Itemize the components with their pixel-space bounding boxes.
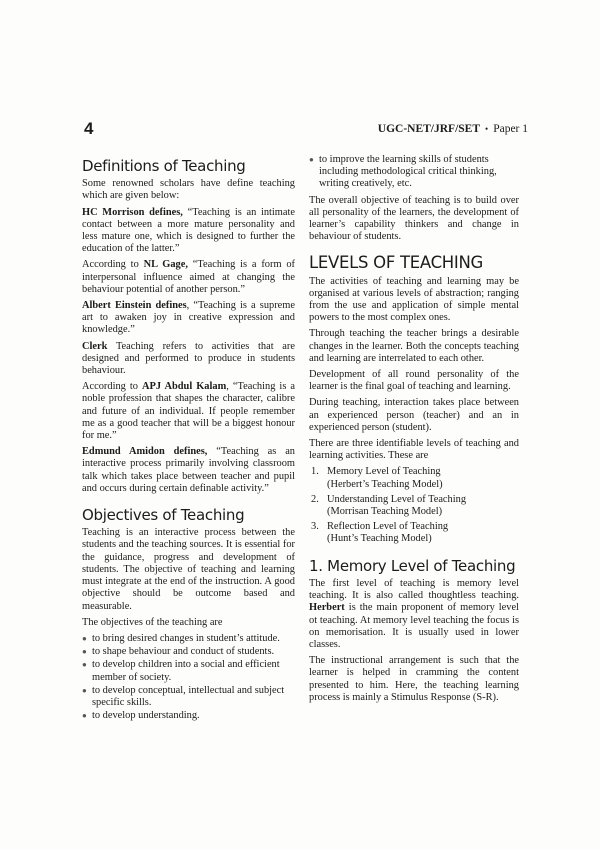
definition-author: Clerk (82, 340, 108, 352)
list-item-text: to improve the learning skills of students including methodological critical thinking, writing creatively, etc. (319, 154, 497, 190)
definition-author: Albert Einstein defines (82, 300, 187, 312)
paper-label: Paper 1 (493, 123, 528, 135)
bullet-icon: ● (82, 711, 87, 721)
list-item (309, 154, 519, 191)
definition-prefix: According to (82, 381, 142, 393)
definition-item (82, 446, 295, 495)
memory-text: is the main proponent of memory level ot teaching. At memory level teaching the focus is on memorisation. It is usually used in lower classes. (309, 602, 519, 650)
list-item-text: to develop understanding. (92, 710, 200, 722)
memory-proponent: Herbert (309, 602, 345, 614)
bullet-icon: ● (82, 647, 87, 657)
levels-paragraph: There are three identifiable levels of teaching and learning activities. These are (309, 438, 519, 462)
objectives-heading: Objectives of Teaching (82, 506, 245, 525)
list-number: 2. (311, 493, 319, 505)
bullet-icon: ● (82, 633, 87, 643)
definition-author: HC Morrison defines, (82, 206, 183, 218)
definition-item (82, 300, 295, 337)
objectives-list-intro: The objectives of the teaching are (82, 616, 223, 628)
list-item-text: to develop children into a social and efficient member of society. (92, 659, 280, 683)
level-name: Understanding Level of Teaching (327, 493, 467, 505)
definition-text: “Teaching is an intimate contact between a more mature personality and less mature one, which is designed to further the education of the latter.” (82, 206, 296, 255)
definition-author: NL Gage, (143, 259, 188, 271)
level-name: Reflection Level of Teaching (327, 521, 449, 533)
list-number: 3. (311, 521, 319, 533)
bullet-icon: ● (82, 660, 87, 670)
definition-item (82, 259, 295, 296)
exam-title: UGC-NET/JRF/SET (377, 123, 481, 135)
list-item (82, 659, 295, 683)
list-item (82, 685, 295, 709)
definition-text: Teaching refers to activities that are designed and performed to produce in students behaviour. (82, 340, 295, 377)
levels-paragraph: Development of all round personality of the learner is the final goal of teaching and learning. (309, 369, 519, 393)
bullet-icon: ● (309, 155, 314, 164)
level-model: (Herbert’s Teaching Model) (327, 478, 443, 490)
header-separator: • (485, 124, 489, 134)
definition-item (82, 341, 295, 378)
objectives-intro: Teaching is an interactive process between the students and the teaching sources. It is essential for the guidance, progress and development of students. The objective of teaching and learning must integrate at the end of the instruction. A good objective should be outcome based and measurable. (82, 527, 295, 612)
levels-paragraph: Through teaching the teacher brings a desirable changes in the learner. Both the concepts teaching and learning are interrelated to each other. (309, 328, 519, 364)
levels-heading: LEVELS OF TEACHING (309, 253, 483, 273)
list-item (309, 521, 519, 545)
objectives-list (82, 633, 295, 722)
levels-paragraph: The activities of teaching and learning may be organised at various levels of abstraction; ranging from the use and application of simple mental powers to the most complex ones. (309, 275, 519, 324)
levels-list (309, 466, 519, 545)
definition-author: Edmund Amidon defines, (82, 446, 208, 458)
definition-text: “Teaching as an interactive process primarily involving classroom talk which takes place between teacher and pupil and occurs during certain definable activity.” (82, 446, 295, 494)
definition-text: , “Teaching is a noble profession that shapes the character, calibre and future of an individual. If people remember me as a good teacher that will be a biggest honour for me.” (82, 381, 295, 442)
right-column (309, 154, 519, 708)
definition-item (82, 381, 295, 442)
levels-paragraph: During teaching, interaction takes place between an experienced person (teacher) and an in experienced person (student). (309, 397, 519, 433)
running-header (378, 123, 528, 135)
definition-author: APJ Abdul Kalam (141, 381, 227, 393)
memory-paragraph (309, 578, 519, 651)
definition-text: “Teaching is a form of interpersonal influence aimed at changing the behaviour potential of another person.” (82, 259, 296, 295)
definition-item (82, 207, 295, 256)
left-column (82, 155, 295, 726)
list-item-text: to develop conceptual, intellectual and subject specific skills. (92, 684, 285, 708)
list-item-text: to shape behaviour and conduct of students. (92, 646, 275, 658)
list-item (82, 633, 295, 645)
level-model: (Hunt’s Teaching Model) (327, 533, 432, 545)
level-name: Memory Level of Teaching (327, 466, 441, 478)
memory-text: The first level of teaching is memory level teaching. It is also called thoughtless teaching. (309, 577, 519, 602)
list-number: 1. (311, 466, 319, 478)
objectives-overall: The overall objective of teaching is to build over all personality of the learners, the development of learner’s capability thinkers and change in behaviour of students. (309, 194, 519, 243)
memory-paragraph: The instructional arrangement is such that the learner is helped in cramming the content presented to him. Here, the teaching learning process is mainly a Stimulus Response (S-R). (309, 655, 519, 703)
objectives-list-continued (309, 154, 519, 191)
list-item-text: to bring desired changes in student’s attitude. (92, 632, 280, 644)
level-model: (Morrisan Teaching Model) (327, 506, 443, 518)
definitions-heading: Definitions of Teaching (82, 157, 246, 175)
definition-text: , “Teaching is a supreme art to awaken joy in creative expression and knowledge.” (82, 300, 295, 336)
list-item (82, 710, 295, 722)
memory-level-heading: 1. Memory Level of Teaching (309, 556, 516, 575)
bullet-icon: ● (82, 685, 87, 695)
definitions-intro: Some renowned scholars have define teaching which are given below: (82, 178, 295, 202)
page-number: 4 (84, 119, 94, 138)
definition-prefix: According to (82, 259, 144, 271)
list-item (309, 466, 519, 490)
list-item (309, 494, 519, 518)
list-item (82, 646, 295, 658)
